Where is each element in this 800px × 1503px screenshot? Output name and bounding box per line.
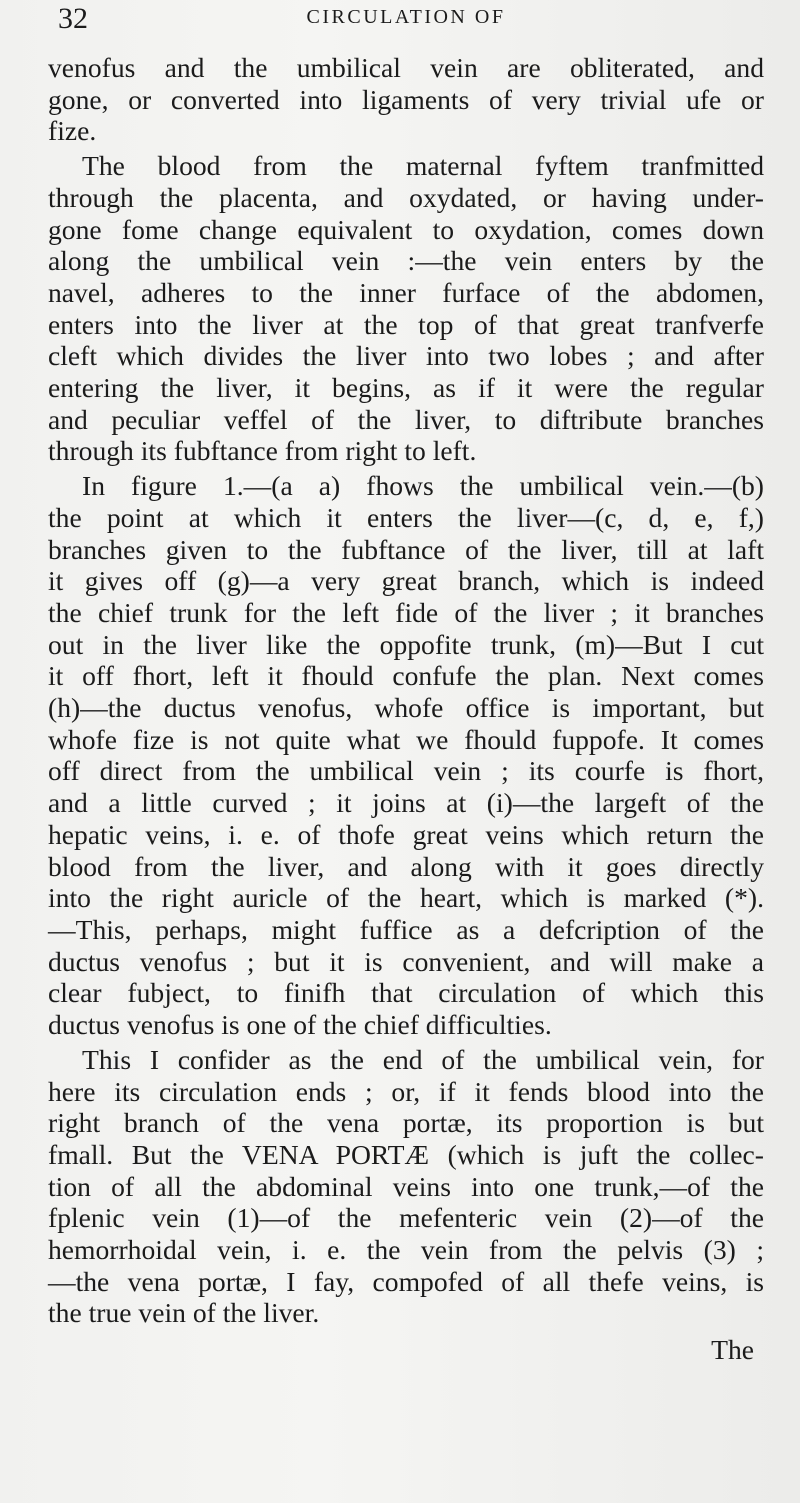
text-line: —This, perhaps, might fuffice as a defcription of the (48, 913, 764, 945)
text-line: cleft which divides the liver into two lobes ; and after (48, 340, 764, 372)
text-line: here its circulation ends ; or, if it fends blood into the (48, 1075, 764, 1107)
paragraph (48, 52, 764, 147)
text-line: whofe fize is not quite what we fhould fuppofe. It comes (48, 723, 764, 755)
text-line: ductus venofus is one of the chief difficulties. (48, 1009, 552, 1041)
text-line: The blood from the maternal fyftem tranfmitted (82, 150, 764, 182)
text-line: the point at which it enters the liver—(c, d, e, f,) (48, 501, 764, 533)
text-line: it off fhort, left it fhould confufe the plan. Next comes (48, 660, 764, 692)
text-line: and peculiar veffel of the liver, to diftribute branches (48, 403, 764, 435)
running-title: CIRCULATION OF (306, 6, 506, 28)
text-line: right branch of the vena portæ, its proportion is but (48, 1107, 764, 1139)
paragraph (48, 150, 764, 467)
text-line: venofus and the umbilical vein are obliterated, and (48, 52, 764, 83)
text-line: —the vena portæ, I fay, compofed of all thefe veins, is (48, 1265, 764, 1297)
text-line: along the umbilical vein :—the vein enters by the (48, 245, 764, 277)
text-line: fize. (48, 115, 97, 147)
text-line: and a little curved ; it joins at (i)—the largeft of the (48, 787, 764, 819)
text-line: fmall. But the VENA PORTÆ (which is juft the collec- (48, 1138, 764, 1170)
text-line: ductus venofus ; but it is convenient, and will make a (48, 945, 764, 977)
text-line: (h)—the ductus venofus, whofe office is important, but (48, 692, 764, 724)
paragraph (48, 1044, 764, 1329)
text-line: through its fubftance from right to left. (48, 435, 477, 467)
text-line: clear fubject, to finifh that circulation of which this (48, 977, 764, 1009)
page-number: 32 (58, 2, 88, 35)
running-head (48, 0, 764, 52)
text-line: hepatic veins, i. e. of thofe great veins which return the (48, 818, 764, 850)
text-line: entering the liver, it begins, as if it were the regular (48, 372, 764, 404)
text-line: blood from the liver, and along with it goes directly (48, 850, 764, 882)
text-line: tion of all the abdominal veins into one trunk,—of the (48, 1170, 764, 1202)
text-line: hemorrhoidal vein, i. e. the vein from the pelvis (3) ; (48, 1234, 764, 1266)
paragraph (48, 470, 764, 1041)
text-line: through the placenta, and oxydated, or having under- (48, 181, 764, 213)
catchword: The (711, 1334, 754, 1365)
text-line: out in the liver like the oppofite trunk, (m)—But I cut (48, 628, 764, 660)
text-line: the chief trunk for the left fide of the liver ; it branches (48, 596, 764, 628)
text-line: off direct from the umbilical vein ; its courfe is fhort, (48, 755, 764, 787)
text-line: gone, or converted into ligaments of very trivial ufe or (48, 83, 764, 115)
text-line: into the right auricle of the heart, which is marked (*). (48, 882, 764, 914)
text-line: enters into the liver at the top of that great tranfverfe (48, 308, 764, 340)
body-text (48, 52, 764, 1329)
text-line: In figure 1.—(a a) fhows the umbilical vein.—(b) (82, 470, 764, 502)
text-line: navel, adheres to the inner furface of the abdomen, (48, 276, 764, 308)
text-line: the true vein of the liver. (48, 1297, 320, 1329)
text-line: fplenic vein (1)—of the mefenteric vein (2)—of the (48, 1202, 764, 1234)
text-line: This I confider as the end of the umbilical vein, for (82, 1043, 764, 1075)
text-line: it gives off (g)—a very great branch, which is indeed (48, 565, 764, 597)
text-line: branches given to the fubftance of the liver, till at laft (48, 533, 764, 565)
text-line: gone fome change equivalent to oxydation, comes down (48, 213, 764, 245)
